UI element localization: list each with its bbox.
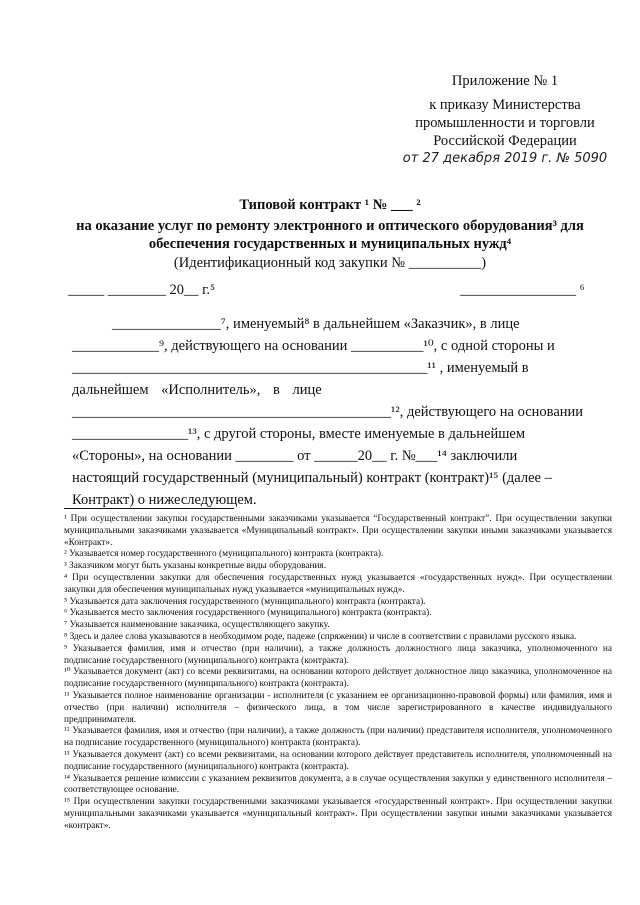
footnote-2: ² Указывается номер государственного (муниципального) контракта (контракта).: [64, 549, 384, 560]
preamble-line-7: «Стороны», на основании ________ от ______20__ г. №___¹⁴ заключили: [72, 448, 518, 464]
footnote-14: ¹⁴ Указывается решение комиссии с указанием реквизитов документа, а в случае осуществления закупки у единственного исполнителя – соответствующее основание.: [64, 773, 612, 796]
contract-date: _____ ________ 20__ г.⁵: [68, 282, 216, 298]
footnote-8: ⁸ Здесь и далее слова указываются в необходимом роде, падеже (спряжении) и числе в соответствии с правилами русского языка.: [64, 631, 577, 642]
footnote-3: ³ Заказчиком могут быть указаны конкретные виды оборудования.: [64, 561, 327, 572]
contract-title: Типовой контракт ¹ № ___ ²: [239, 197, 421, 213]
footnotes: [64, 514, 612, 833]
footnote-11: ¹¹ Указывается полное наименование организации - исполнителя (с указанием ее организационно-правовой формы) или фамилия, имя и отчество (при наличии) исполнителя – физического лица, в том числе зарегистрированного в качестве индивидуального предпринимателя.: [64, 690, 612, 725]
contract-preamble: [72, 313, 612, 511]
annex-line-3: Российской Федерации: [433, 133, 577, 149]
preamble-line-4: дальнейшем «Исполнитель», в лице: [72, 382, 322, 398]
annex-title: Приложение № 1: [451, 73, 559, 89]
preamble-line-3: _________________________________________________¹¹ , именуемый в: [72, 360, 529, 376]
footnote-12: ¹² Указывается фамилия, имя и отчество (при наличии), а также должность (при наличии) представителя исполнителя, уполномоченного на подписание государственного (муниципального) контракта (контракта).: [64, 726, 612, 749]
footnote-9: ⁹ Указывается фамилия, имя и отчество (при наличии), а также должность должностного лица заказчика, уполномоченного на подписание государственного (муниципального) контракта (контракта).: [64, 643, 612, 666]
footnote-5: ⁵ Указывается дата заключения государственного (муниципального) контракта (контракта).: [64, 596, 426, 607]
footnote-1: ¹ При осуществлении закупки государственными заказчиками указывается “Государственный контракт”. При осуществлении закупки муниципальными заказчиками указывается «Муниципальный контракт». При осуществлении закупки иными заказчиками указывается «Контракт».: [64, 514, 612, 548]
preamble-line-5: ____________________________________________¹², действующего на основании: [72, 404, 584, 420]
contract-subtitle-1: на оказание услуг по ремонту электронного и оптического оборудования³ для: [76, 218, 584, 234]
annex-line-1: к приказу Министерства: [429, 97, 581, 113]
contract-subtitle-2: обеспечения государственных и муниципальных нужд⁴: [148, 236, 512, 252]
preamble-line-8: настоящий государственный (муниципальный) контракт (контракт)¹⁵ (далее –: [72, 470, 552, 486]
footnote-13: ¹³ Указывается документ (акт) со всеми реквизитами, на основании которого действует представитель исполнителя, уполномоченный на подписание государственного (муниципального) контракта (контракта).: [64, 749, 612, 772]
annex-line-2: промышленности и торговли: [415, 115, 595, 131]
annex-block: [400, 72, 610, 168]
annex-date-line: от 27 декабря 2019 г. № 5090: [402, 151, 608, 166]
preamble-line-2: ____________⁹, действующего на основании __________¹⁰, с одной стороны и: [72, 338, 555, 354]
preamble-line-6: ________________¹³, с другой стороны, вместе именуемые в дальнейшем: [72, 426, 525, 442]
footnote-10: ¹⁰ Указывается документ (акт) со всеми реквизитами, на основании которого действует должностное лицо заказчика, уполномоченное на подписание государственного (муниципального) контракта (контракта).: [64, 667, 612, 690]
footnote-7: ⁷ Указывается наименование заказчика, осуществляющего закупку.: [64, 620, 330, 631]
footnote-6: ⁶ Указывается место заключения государственного (муниципального) контракта (контракта).: [64, 608, 432, 619]
footnote-15: ¹⁵ При осуществлении закупки государственными заказчиками указывается «государственный контракт». При осуществлении закупки муниципальными заказчиками указывается «муниципальный контракт». При осуществлении закупки иными заказчиками указывается «контракт».: [64, 797, 612, 831]
preamble-line-1: _______________⁷, именуемый⁸ в дальнейшем «Заказчик», в лице: [112, 316, 520, 332]
contract-place: ________________ ⁶: [460, 282, 585, 298]
footnote-separator: [64, 508, 234, 509]
preamble-line-9: Контракт) о нижеследующем.: [72, 492, 257, 508]
procurement-id-code: (Идентификационный код закупки № __________): [173, 255, 487, 271]
footnote-4: ⁴ При осуществлении закупки для обеспечения государственных нужд указывается «государственных нужд». При осуществлении закупки для обеспечения муниципальных нужд указывается «муниципальных нужд».: [64, 572, 612, 595]
